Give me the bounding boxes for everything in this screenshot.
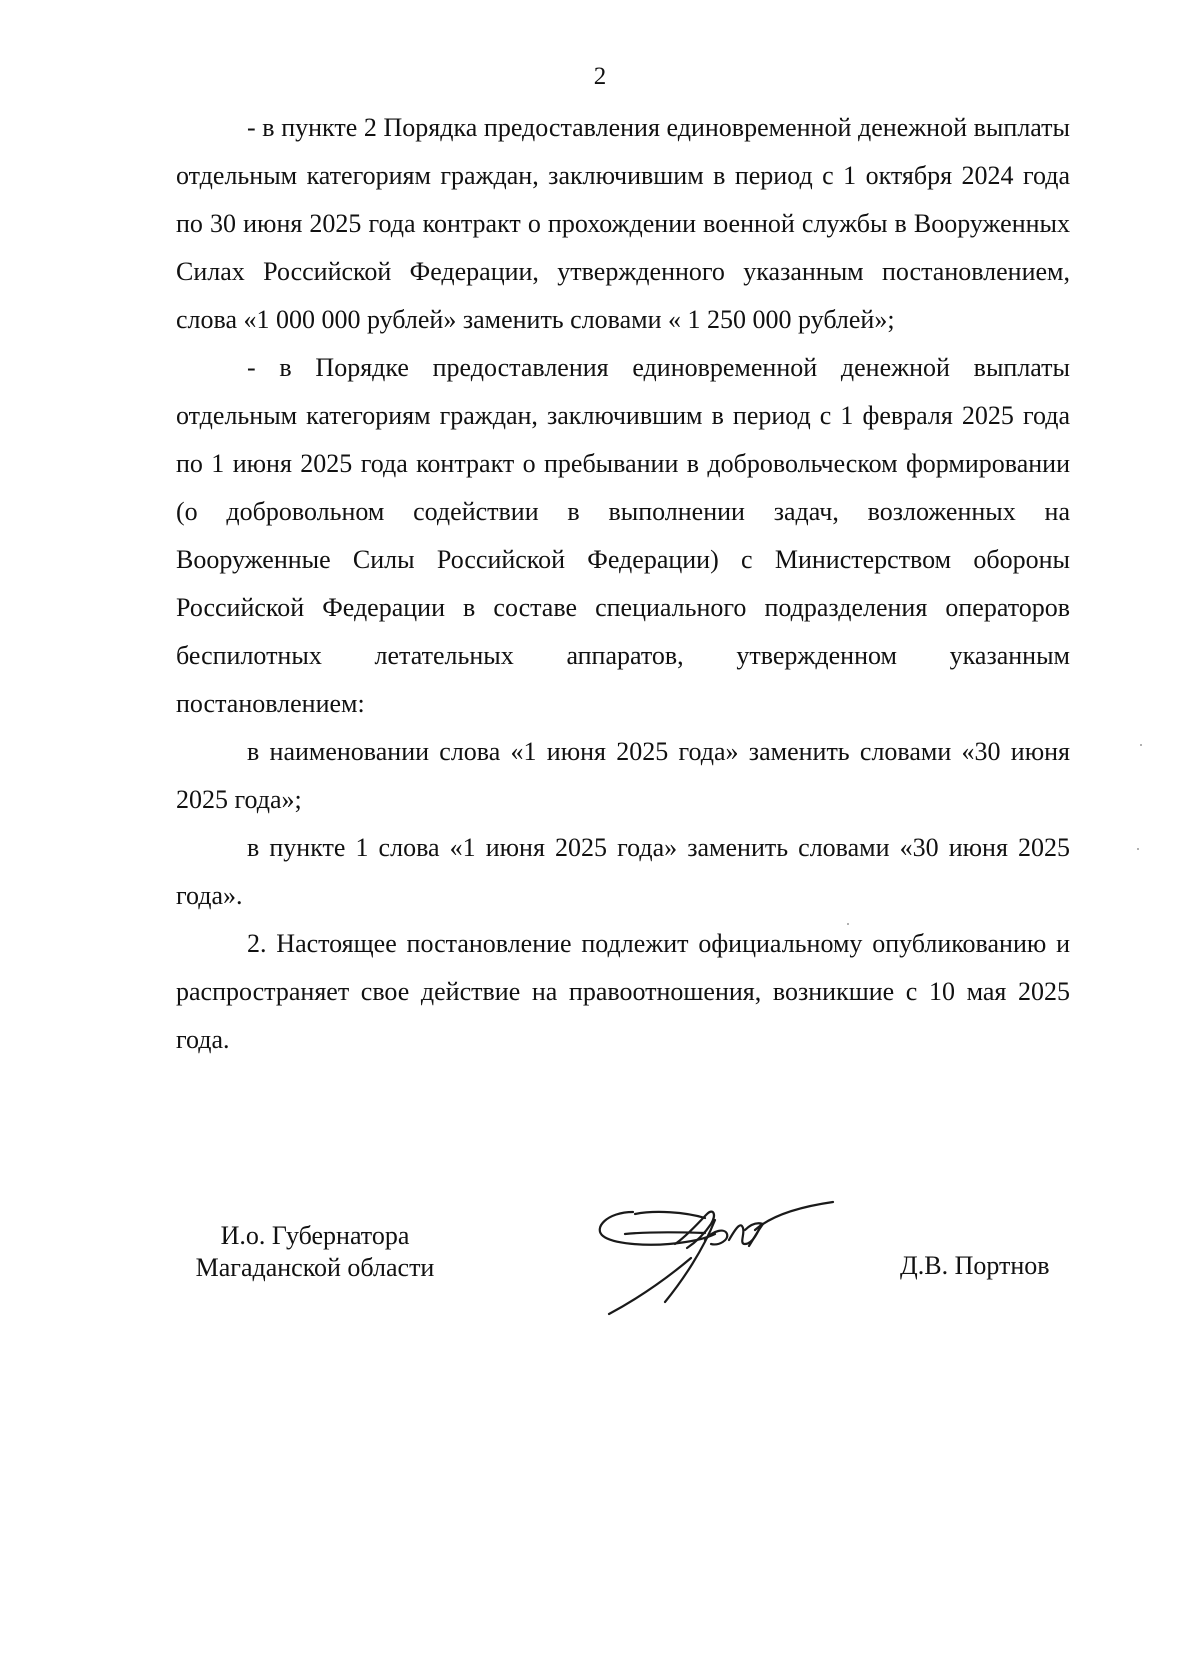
scan-speck	[847, 923, 849, 925]
document-body	[176, 104, 1070, 1064]
scan-speck	[1140, 744, 1142, 746]
signer-position-line-1: И.о. Губернатора	[220, 1221, 410, 1250]
paragraph-amendment-2b: в пункте 1 слова «1 июня 2025 года» заменить словами «30 июня 2025 года».	[176, 833, 1070, 910]
paragraph-amendment-1: - в пункте 2 Порядка предоставления единовременной денежной выплаты отдельным категориям граждан, заключившим в период с 1 октября 2024 года по 30 июня 2025 года контракт о прохождении военной службы в Вооруженных Силах Российской Федерации, утвержденного указанным постановлением, слова «1 000 000 рублей» заменить словами « 1 250 000 рублей»;	[176, 113, 1070, 334]
signer-position	[170, 1220, 460, 1284]
signer-name: Д.В. Портнов	[900, 1251, 1050, 1280]
paragraph-clause-2: 2. Настоящее постановление подлежит официальному опубликованию и распространяет свое действие на правоотношения, возникшие с 10 мая 2025 года.	[176, 929, 1070, 1054]
handwritten-signature	[595, 1200, 835, 1330]
paragraph-amendment-2a: в наименовании слова «1 июня 2025 года» заменить словами «30 июня 2025 года»;	[176, 737, 1070, 814]
signer-position-line-2: Магаданской области	[195, 1253, 435, 1282]
page-number: 2	[593, 63, 607, 90]
paragraph-amendment-2: - в Порядке предоставления единовременной денежной выплаты отдельным категориям граждан, заключившим в период с 1 февраля 2025 года по 1 июня 2025 года контракт о пребывании в добровольческом формировании (о добровольном содействии в выполнении задач, возложенных на Вооруженные Силы Российской Федерации) с Министерством обороны Российской Федерации в составе специального подразделения операторов беспилотных летательных аппаратов, утвержденном указанным постановлением:	[176, 353, 1070, 718]
scan-speck	[1137, 848, 1139, 850]
